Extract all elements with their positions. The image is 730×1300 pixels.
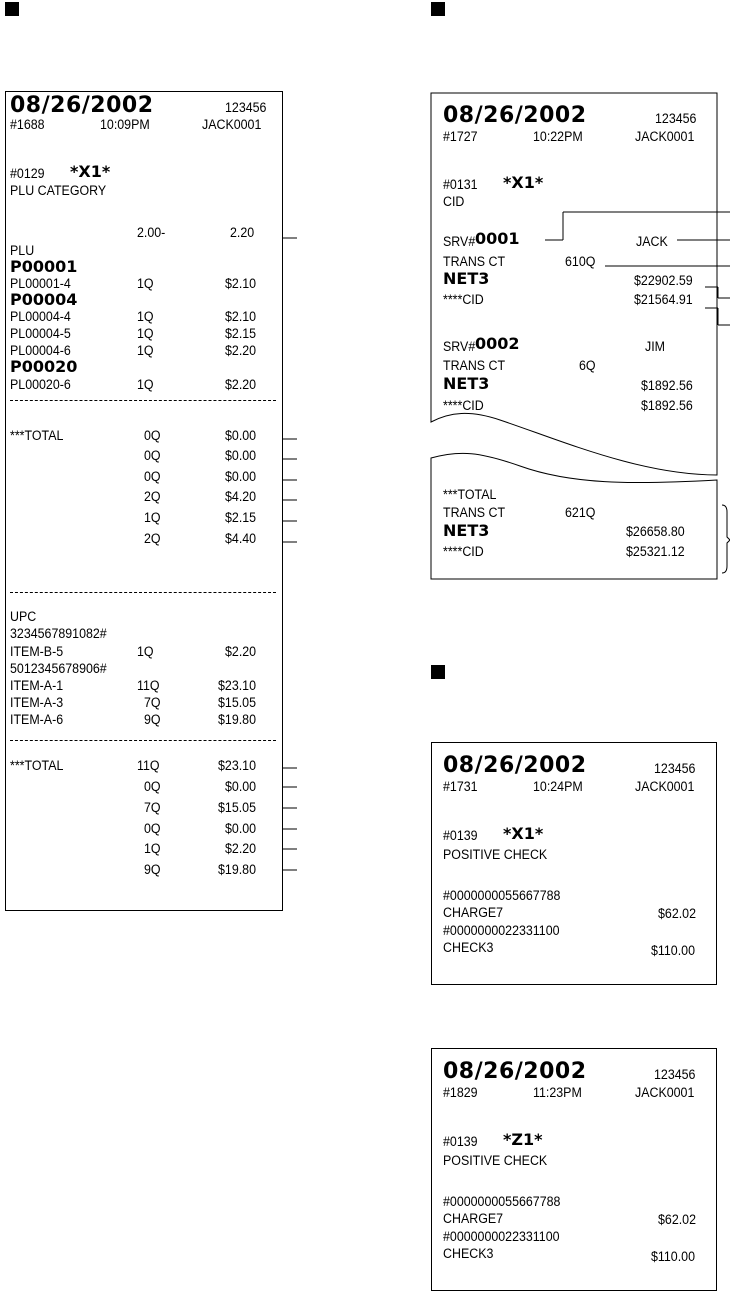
range-high: 2.20	[230, 225, 255, 240]
net-value: $22902.59	[634, 273, 693, 288]
report-mode: *X1*	[503, 824, 544, 843]
receipt-time: 10:09PM	[100, 117, 150, 132]
item-name: ITEM-A-3	[10, 695, 64, 710]
item-name: ITEM-B-5	[10, 644, 64, 659]
item-name: PL00004-4	[10, 309, 71, 324]
item-qty: 9Q	[144, 712, 161, 727]
net-label: NET3	[443, 374, 490, 393]
item-amount: $2.15	[225, 326, 257, 341]
item-qty: 7Q	[144, 695, 161, 710]
store-number: 123456	[654, 761, 696, 776]
item-qty: 1Q	[137, 377, 154, 392]
total-amount: $0.00	[225, 448, 257, 463]
total-qty: 1Q	[144, 510, 161, 525]
clerk-id: JACK0001	[635, 1085, 695, 1100]
total-qty: 0Q	[144, 821, 161, 836]
net-label: NET3	[443, 521, 490, 540]
cid-label: ****CID	[443, 292, 484, 307]
trans-count-label: TRANS CT	[443, 254, 506, 269]
store-number: 123456	[225, 100, 267, 115]
cid-label: ****CID	[443, 544, 484, 559]
total-amount: $19.80	[218, 862, 256, 877]
check-number: #0000000055667788	[443, 888, 561, 903]
total-amount: $4.20	[225, 489, 257, 504]
receipt-date: 08/26/2002	[443, 1059, 587, 1084]
receipt-number: #1727	[443, 129, 478, 144]
cid-value: $1892.56	[641, 398, 693, 413]
item-amount: $2.20	[225, 343, 257, 358]
receipt-number: #1688	[10, 117, 45, 132]
total-amount: $23.10	[218, 758, 256, 773]
trans-count-label: TRANS CT	[443, 358, 506, 373]
total-amount: $15.05	[218, 800, 256, 815]
total-amount: $4.40	[225, 531, 257, 546]
total-label: ***TOTAL	[10, 758, 64, 773]
item-amount: $19.80	[218, 712, 256, 727]
cid-label: ****CID	[443, 398, 484, 413]
receipt-number: #1731	[443, 779, 478, 794]
item-amount: $23.10	[218, 678, 256, 693]
tender-amount: $110.00	[651, 943, 695, 958]
store-number: 123456	[654, 1067, 696, 1082]
report-mode: *X1*	[503, 173, 544, 192]
total-amount: $0.00	[225, 428, 257, 443]
receipt-positive-check-x1	[431, 742, 717, 985]
clerk-id: JACK0001	[202, 117, 262, 132]
item-qty: 1Q	[137, 326, 154, 341]
total-qty: 0Q	[144, 428, 161, 443]
total-qty: 9Q	[144, 862, 161, 877]
report-title: POSITIVE CHECK	[443, 847, 548, 862]
report-title: POSITIVE CHECK	[443, 1153, 548, 1168]
report-mode: *X1*	[70, 162, 111, 181]
total-qty: 7Q	[144, 800, 161, 815]
receipt-time: 10:24PM	[533, 779, 583, 794]
clerk-id: JACK0001	[635, 779, 695, 794]
total-qty: 0Q	[144, 469, 161, 484]
total-qty: 0Q	[144, 448, 161, 463]
receipt-date: 08/26/2002	[443, 753, 587, 778]
receipt-time: 11:23PM	[533, 1085, 582, 1100]
check-number: #0000000022331100	[443, 923, 560, 938]
tender-label: CHARGE7	[443, 1211, 504, 1226]
tender-label: CHARGE7	[443, 905, 504, 920]
total-amount: $0.00	[225, 821, 257, 836]
total-qty: 2Q	[144, 489, 161, 504]
report-counter: #0129	[10, 166, 45, 181]
total-amount: $2.15	[225, 510, 257, 525]
clerk-id: JACK0001	[635, 129, 695, 144]
receipt-number: #1829	[443, 1085, 478, 1100]
trans-count-value: 610Q	[565, 254, 596, 269]
receipt-cid	[431, 93, 717, 579]
report-counter: #0139	[443, 828, 478, 843]
receipt-date: 08/26/2002	[443, 103, 587, 128]
item-name: PL00004-5	[10, 326, 71, 341]
server-name: JIM	[645, 339, 666, 354]
item-qty: 1Q	[137, 644, 154, 659]
total-label: ***TOTAL	[10, 428, 64, 443]
range-low: 2.00-	[137, 225, 166, 240]
item-qty: 11Q	[137, 678, 160, 693]
tender-amount: $62.02	[658, 906, 696, 921]
net-label: NET3	[443, 269, 490, 288]
item-qty: 1Q	[137, 276, 154, 291]
item-qty: 1Q	[137, 309, 154, 324]
report-counter: #0131	[443, 177, 478, 192]
check-number: #0000000022331100	[443, 1229, 560, 1244]
item-name: PL00004-6	[10, 343, 71, 358]
item-amount: $2.10	[225, 309, 257, 324]
trans-count-value: 6Q	[579, 358, 596, 373]
net-value: $26658.80	[626, 524, 685, 539]
total-amount: $0.00	[225, 779, 257, 794]
item-name: ITEM-A-1	[10, 678, 64, 693]
plu-code: P00004	[10, 290, 78, 309]
report-mode: *Z1*	[503, 1130, 543, 1149]
receipt-positive-check-z1	[431, 1048, 717, 1291]
total-amount: $0.00	[225, 469, 257, 484]
plu-code: P00001	[10, 257, 78, 276]
cid-value: $21564.91	[634, 292, 693, 307]
total-label: ***TOTAL	[443, 487, 497, 502]
item-amount: $15.05	[218, 695, 256, 710]
item-amount: $2.20	[225, 377, 257, 392]
check-number: #0000000055667788	[443, 1194, 561, 1209]
item-name: ITEM-A-6	[10, 712, 64, 727]
cid-value: $25321.12	[626, 544, 685, 559]
item-qty: 1Q	[137, 343, 154, 358]
tender-amount: $110.00	[651, 1249, 695, 1264]
tender-label: CHECK3	[443, 1246, 494, 1261]
item-name: PL00001-4	[10, 276, 71, 291]
total-qty: 0Q	[144, 779, 161, 794]
tender-label: CHECK3	[443, 940, 494, 955]
receipt-time: 10:22PM	[533, 129, 583, 144]
tender-amount: $62.02	[658, 1212, 696, 1227]
store-number: 123456	[655, 111, 697, 126]
server-number: 0001	[475, 229, 520, 248]
total-qty: 11Q	[137, 758, 160, 773]
trans-count-label: TRANS CT	[443, 505, 506, 520]
total-qty: 2Q	[144, 531, 161, 546]
upc-code: 5012345678906#	[10, 661, 107, 676]
item-amount: $2.10	[225, 276, 257, 291]
server-label: SRV#	[443, 339, 476, 354]
item-amount: $2.20	[225, 644, 257, 659]
report-counter: #0139	[443, 1134, 478, 1149]
total-qty: 1Q	[144, 841, 161, 856]
report-title: PLU CATEGORY	[10, 183, 107, 198]
net-value: $1892.56	[641, 378, 693, 393]
server-label: SRV#	[443, 234, 476, 249]
upc-code: 3234567891082#	[10, 626, 107, 641]
item-name: PL00020-6	[10, 377, 71, 392]
section-label: UPC	[10, 609, 37, 624]
section-label: PLU	[10, 243, 35, 258]
plu-code: P00020	[10, 357, 78, 376]
total-amount: $2.20	[225, 841, 257, 856]
server-number: 0002	[475, 334, 520, 353]
report-title: CID	[443, 194, 465, 209]
trans-count-value: 621Q	[565, 505, 596, 520]
receipt-date: 08/26/2002	[10, 93, 154, 118]
server-name: JACK	[636, 234, 668, 249]
